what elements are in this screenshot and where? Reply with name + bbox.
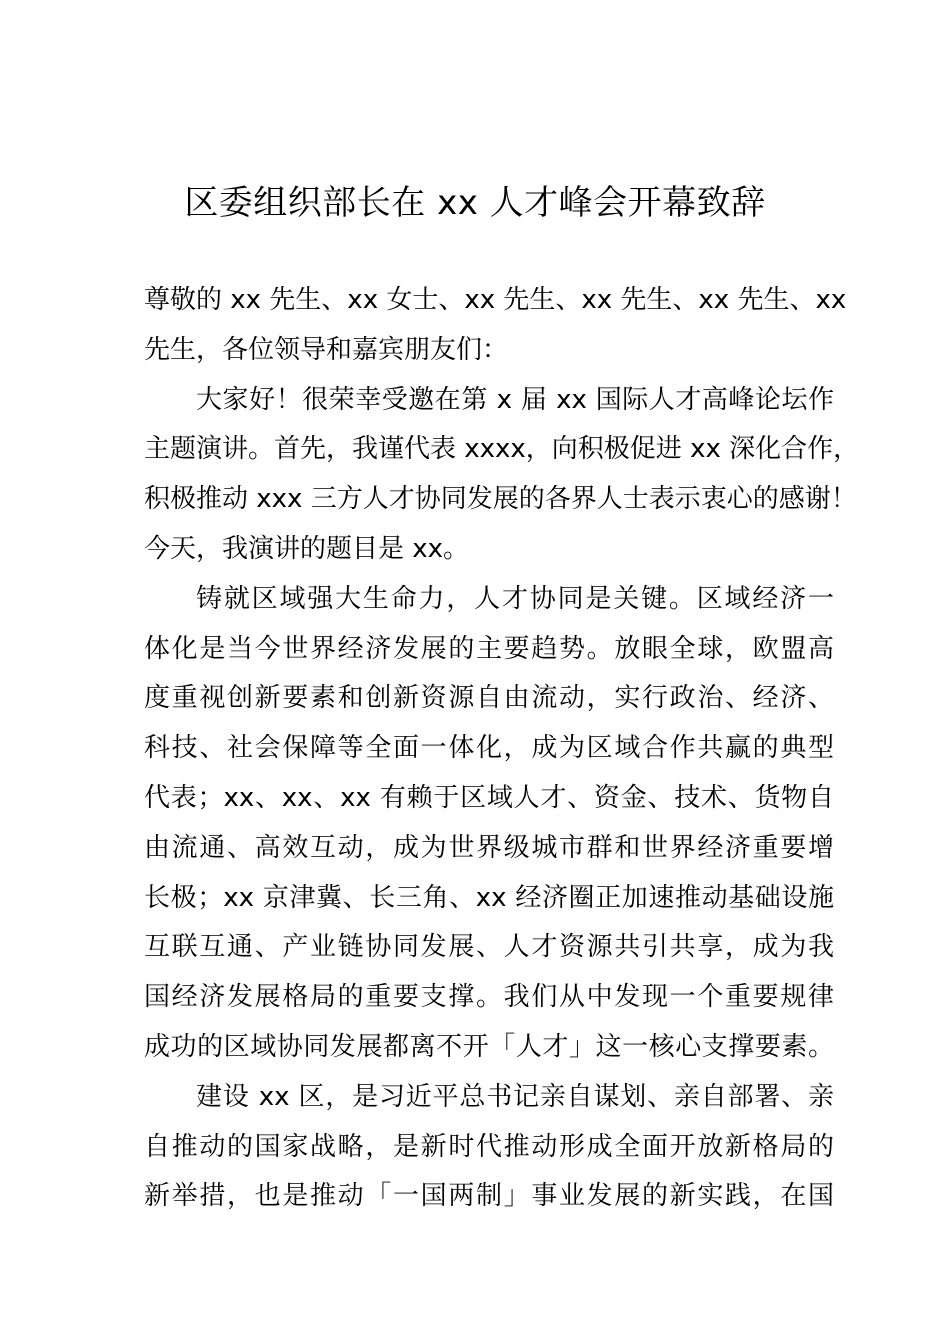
- text-line: 先生，各位领导和嘉宾朋友们：: [144, 334, 509, 365]
- text-line: 长极；xx 京津冀、长三角、xx 经济圈正加速推动基础设施: [144, 882, 834, 913]
- document-body: [144, 276, 860, 1222]
- text-line: 主题演讲。首先，我谨代表 xxxx，向积极促进 xx 深化合作，: [144, 434, 860, 465]
- text-line: 今天，我演讲的题目是 xx。: [144, 533, 470, 564]
- text-line: 体化是当今世界经济发展的主要趋势。放眼全球，欧盟高: [144, 633, 834, 664]
- text-line: 积极推动 xxx 三方人才协同发展的各界人士表示衷心的感谢！: [144, 484, 857, 515]
- text-line: 成功的区域协同发展都离不开「人才」这一核心支撑要素。: [144, 1031, 834, 1062]
- text-line: 由流通、高效互动，成为世界级城市群和世界经济重要增: [144, 832, 834, 863]
- document-title: 区委组织部长在 xx 人才峰会开幕致辞: [184, 183, 766, 223]
- text-line: 尊敬的 xx 先生、xx 女士、xx 先生、xx 先生、xx 先生、xx: [144, 285, 847, 315]
- text-line: 互联互通、产业链协同发展、人才资源共引共享，成为我: [144, 932, 834, 963]
- text-line: 国经济发展格局的重要支撑。我们从中发现一个重要规律: [144, 982, 834, 1013]
- text-line: 铸就区域强大生命力，人才协同是关键。区域经济一: [196, 583, 834, 614]
- text-line: 度重视创新要素和创新资源自由流动，实行政治、经济、: [144, 683, 834, 714]
- text-line: 大家好！很荣幸受邀在第 x 届 xx 国际人才高峰论坛作: [196, 384, 834, 415]
- text-line: 科技、社会保障等全面一体化，成为区域合作共赢的典型: [144, 733, 834, 764]
- text-line: 新举措，也是推动「一国两制」事业发展的新实践，在国: [144, 1181, 834, 1212]
- text-line: 建设 xx 区，是习近平总书记亲自谋划、亲自部署、亲: [196, 1081, 834, 1112]
- text-line: 自推动的国家战略，是新时代推动形成全面开放新格局的: [144, 1131, 834, 1162]
- text-line: 代表；xx、xx、xx 有赖于区域人才、资金、技术、货物自: [144, 782, 834, 813]
